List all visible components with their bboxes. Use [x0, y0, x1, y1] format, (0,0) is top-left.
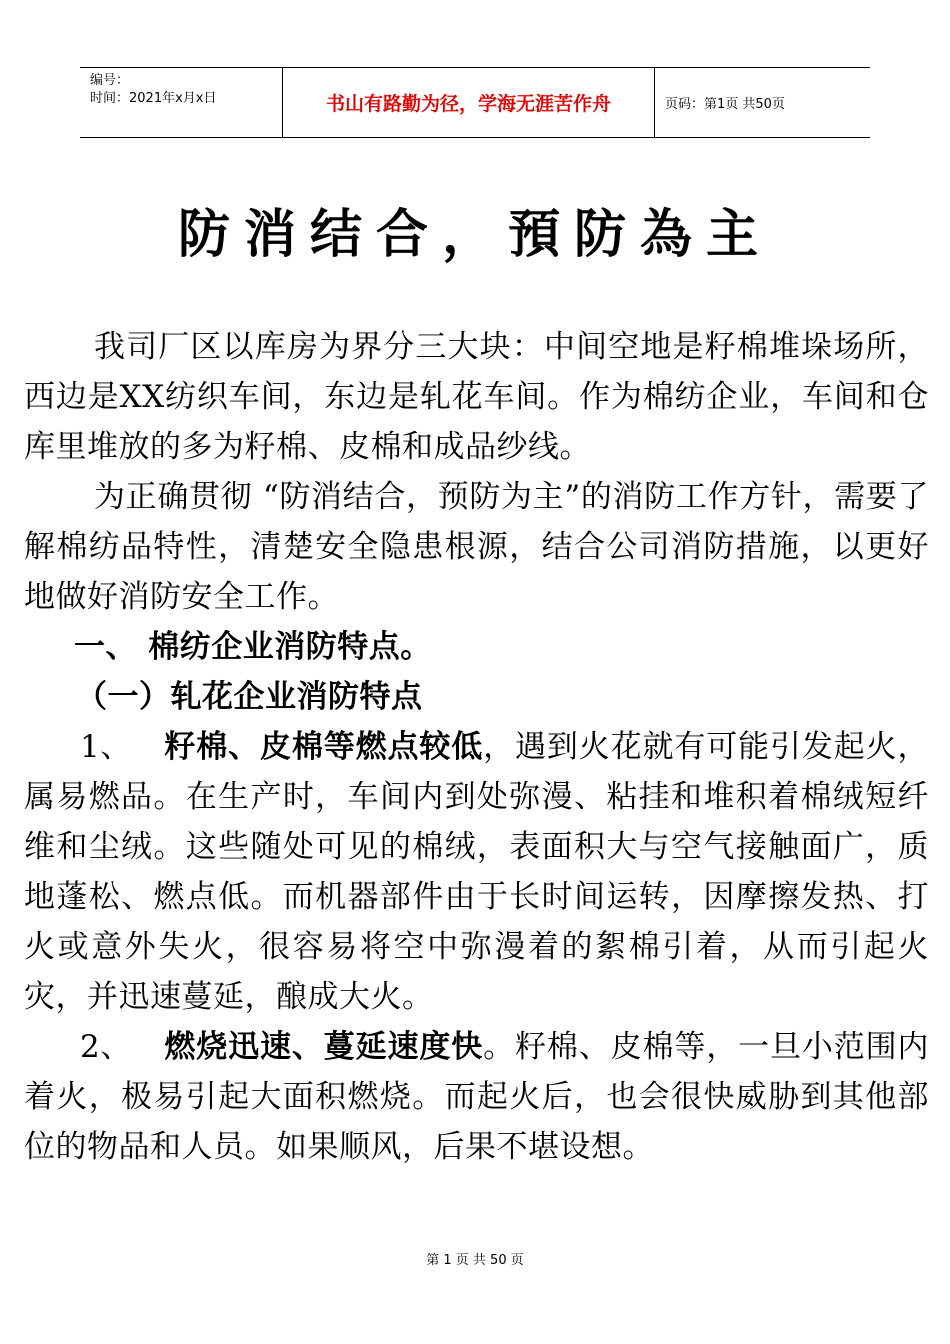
- paragraph-2: 为正确贯彻 “防消结合，预防为主”的消防工作方针，需要了解棉纺品特性，清楚安全隐患根源，结合公司消防措施，以更好地做好消防安全工作。: [24, 479, 929, 615]
- page-info: 页码：第1页 共50页: [665, 97, 785, 112]
- section-heading-1: 一、 棉纺企业消防特点。: [74, 629, 432, 665]
- list-item: [24, 1022, 929, 1172]
- item-number: 1、: [80, 729, 132, 765]
- item-text: 。籽棉、皮棉等，一旦小范围内着火，极易引起大面积燃烧。而起火后，也会很快威胁到其他部位的物品和人员。如果顺风，后果不堪设想。: [24, 1029, 929, 1165]
- item-bold-lead: 籽棉、皮棉等燃点较低: [164, 729, 484, 765]
- page-footer: 第 1 页 共 50 页: [426, 1253, 524, 1268]
- item-bold-lead: 燃烧迅速、蔓延速度快: [164, 1029, 484, 1065]
- time-label: 时间：2021年x月x日: [90, 91, 217, 106]
- subsection-heading-1: （一）轧花企业消防特点: [76, 679, 423, 715]
- motto: 书山有路勤为径，学海无涯苦作舟: [283, 68, 655, 137]
- paragraph-1: 我司厂区以库房为界分三大块：中间空地是籽棉堆垛场所，西边是XX纺织车间，东边是轧花车间。作为棉纺企业，车间和仓库里堆放的多为籽棉、皮棉和成品纱线。: [24, 329, 929, 465]
- header-left-cell: [80, 68, 283, 137]
- item-text: ，遇到火花就有可能引发起火，属易燃品。在生产时，车间内到处弥漫、粘挂和堆积着棉绒短纤维和尘绒。这些随处可见的棉绒，表面积大与空气接触面广，质地蓬松、燃点低。而机器部件由于长时间运转，因摩擦发热、打火或意外失火，很容易将空中弥漫着的絮棉引着，从而引起火灾，并迅速蔓延，酿成大火。: [24, 729, 929, 1015]
- document-title: 防消结合，預防為主: [177, 204, 772, 265]
- header-table: [80, 67, 870, 138]
- list-item: [24, 722, 929, 1022]
- item-number: 2、: [80, 1029, 132, 1065]
- number-label: 编号：: [90, 73, 130, 88]
- document-body: [24, 322, 929, 1172]
